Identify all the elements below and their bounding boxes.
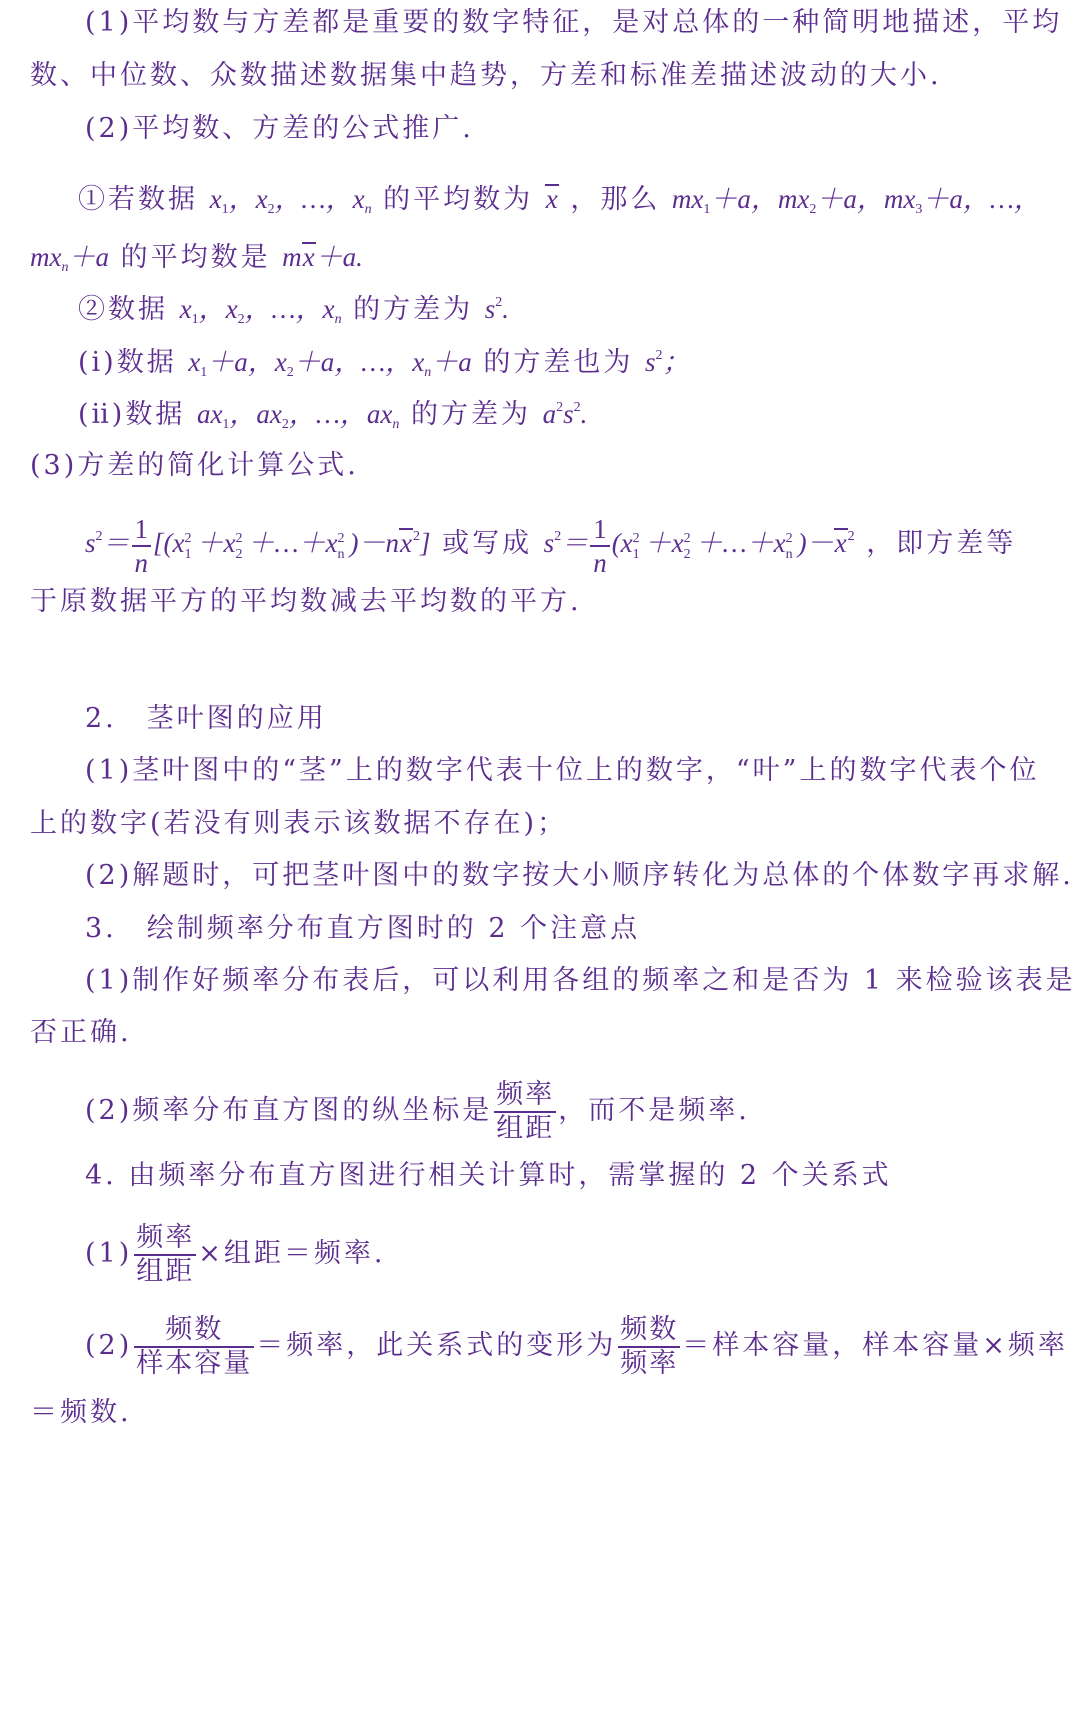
s1-rule2-ii (78, 395, 587, 434)
formula-mxn-a: $mx_n+a$ (30, 242, 109, 275)
formula-a2s2: $a^2s^2$. (542, 399, 588, 429)
s1-p1-line2: 数、中位数、众数描述数据集中趋势，方差和标准差描述波动的大小. (30, 60, 942, 91)
s3-p2-prefix: (2)频率分布直方图的纵坐标是 (85, 1095, 493, 1126)
s1-p2: (2)平均数、方差的公式推广. (85, 113, 474, 144)
formula-explain: ，即方差等 (866, 528, 1017, 560)
rule2-ii-prefix: (ⅱ)数据 (78, 399, 186, 430)
s1-rule2 (78, 290, 509, 329)
s1-rule2-i (78, 343, 689, 382)
s4-relation-2 (85, 1310, 1068, 1382)
rule1-prefix: ①若数据 (78, 184, 198, 215)
fraction-count-over-sample (134, 1314, 254, 1380)
s3-p2-suffix: ，而不是频率. (558, 1095, 750, 1126)
s3-heading: 3. 绘制频率分布直方图时的 2 个注意点 (85, 913, 641, 944)
fraction-numerator: 频数 (620, 1313, 679, 1345)
rule1-result-label: 的平均数是 (120, 242, 271, 273)
formula-data-list: $x_1$，$x_2$，…，$x_n$ (209, 184, 372, 217)
rule2-ii-label: 的方差为 (411, 399, 531, 430)
rule1-mean-label: 的平均数为 (383, 184, 534, 215)
s4-relation-2-cont: ＝频数. (30, 1397, 132, 1428)
s4-r1-prefix: (1) (85, 1238, 133, 1269)
fraction-numerator: 频率 (136, 1221, 195, 1253)
rule2-i-label: 的方差也为 (483, 347, 634, 378)
s4-heading: 4. 由频率分布直方图进行相关计算时，需掌握的 2 个关系式 (85, 1160, 892, 1191)
s2-p2: (2)解题时，可把茎叶图中的数字按大小顺序转化为总体的个体数字再求解. (85, 860, 1074, 891)
fraction-count-over-freq (618, 1314, 680, 1380)
s4-r1-suffix: ×组距＝频率. (198, 1238, 386, 1269)
s4-r2-suffix: ＝样本容量，样本容量×频率 (682, 1330, 1068, 1361)
fraction-denominator: 组距 (496, 1112, 555, 1144)
s4-relation-1 (85, 1218, 385, 1290)
rule2-i-prefix: (ⅰ)数据 (78, 347, 177, 378)
s1-formula-cont: 于原数据平方的平均数减去平均数的平方. (30, 586, 582, 617)
fraction-numerator: 频率 (496, 1078, 555, 1110)
s1-rule1-line2 (30, 238, 363, 277)
formula-shifted-list: $x_1+a$，$x_2+a$，…，$x_n+a$ (188, 347, 472, 380)
formula-variance-1: $s^2=$ $\frac{1}{n}$ [(x 2 1 ＋x 2 2 ＋…＋x 2 n )$-nx^2$] (85, 514, 431, 578)
fraction-denominator: 样本容量 (136, 1347, 253, 1379)
s2-p1-line2: 上的数字(若没有则表示该数据不存在)； (30, 808, 568, 839)
s3-p1-line1: (1)制作好频率分布表后，可以利用各组的频率之和是否为 1 来检验该表是 (85, 965, 1076, 996)
formula-mean-result: mx＋a. (282, 242, 363, 272)
s4-r2-middle: ＝频率，此关系式的变形为 (256, 1330, 617, 1361)
s3-p1-line2: 否正确. (30, 1017, 132, 1048)
s1-p1-line1: (1)平均数与方差都是重要的数字特征，是对总体的一种简明地描述，平均 (85, 7, 1063, 38)
s4-r2-prefix: (2) (85, 1330, 133, 1361)
rule2-prefix: ②数据 (78, 294, 168, 325)
formula-scaled-list: $ax_1$，$ax_2$，…，$ax_n$ (196, 399, 400, 432)
rule2-variance-label: 的方差为 (353, 294, 474, 325)
formula-mean-x: x (545, 184, 558, 214)
formula-variance-2: $s^2=$ $\frac{1}{n}$ (x 2 1 ＋x 2 2 ＋…＋x 2 n )$-x^2$ (543, 514, 855, 578)
s1-p3: (3)方差的简化计算公式. (30, 450, 359, 481)
fraction-denominator: 组距 (136, 1255, 195, 1287)
formula-data-list-2: $x_1$，$x_2$，…，$x_n$ (179, 294, 342, 327)
s2-heading: 2. 茎叶图的应用 (85, 703, 327, 734)
rule1-then: ，那么 (570, 184, 661, 215)
fraction-freq-over-width-2 (134, 1222, 196, 1288)
formula-s-squared: $s^2$. (484, 294, 510, 324)
formula-or-label: 或写成 (442, 528, 533, 560)
formula-transformed-list: $mx_1+a$，$mx_2+a$，$mx_3+a$，…， (671, 184, 1041, 217)
s2-p1-line1: (1)茎叶图中的“茎”上的数字代表十位上的数字，“叶”上的数字代表个位 (85, 755, 1040, 786)
fraction-numerator: 频数 (165, 1313, 224, 1345)
s1-variance-formula (85, 513, 1016, 579)
formula-s-squared-2: $s^2$； (644, 347, 690, 377)
fraction-denominator: 频率 (620, 1347, 679, 1379)
fraction-freq-over-width (494, 1079, 556, 1145)
s1-rule1-line1 (78, 180, 1041, 219)
s3-p2 (85, 1075, 750, 1147)
